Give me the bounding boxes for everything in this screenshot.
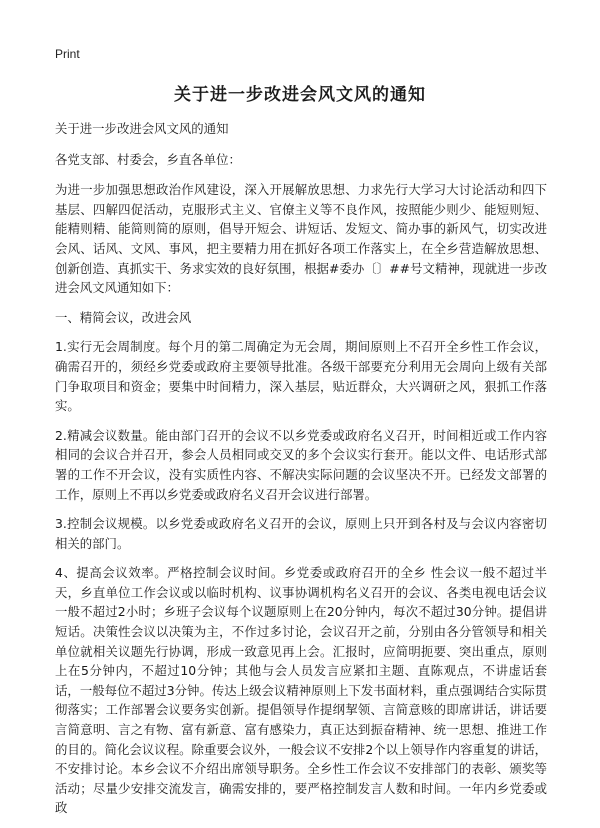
document-body — [55, 119, 547, 828]
paragraph-item-3: 3.控制会议规模。以乡党委或政府名义召开的会议，原则上只开到各村及与会议内容密切相关的部门。 — [55, 516, 547, 551]
paragraph-item-4: 4、提高会议效率。严格控制会议时间。乡党委或政府召开的全乡 性会议一般不超过半天，乡直单位工作会议或以临时机构、议事协调机构名义召开的会议、各类电视电话会议一般不超过2小时；乡班子会议每个议题原则上在20分钟内，每次不超过30分钟。提倡讲短话。决策性会议以决策为主，不作过多讨论，会议召开之前，分别由各分管领导和相关单位就相关议题先行协调，形成一致意见再上会。汇报时，应简明扼要、突出重点，原则上在5分钟内，不超过10分钟；其他与会人员发言应紧扣主题、直陈观点，不讲虚话套话，一般每位不超过3分钟。传达上级会议精神原则上下发书面材料，重点强调结合实际贯彻落实；工作部署会议要务实创新。提倡领导作提纲挈领、言简意赅的即席讲话，讲话要言简意明、言之有物、富有新意、富有感染力，真正达到振奋精神、统一思想、推进工作的目的。简化会议议程。除重要会议外，一般会议不安排2个以上领导作内容重复的讲话，不安排讨论。本乡会议不介绍出席领导职务。全乡性工作会议不安排部门的表彰、颁奖等活动；尽量少安排交流发言，确需安排的，要严格控制发言人数和时间。一年内乡党委或政 — [55, 565, 547, 816]
paragraph-intro: 为进一步加强思想政治作风建设，深入开展解放思想、力求先行大学习大讨论活动和四下基层、四解四促活动，克服形式主义、官僚主义等不良作风，按照能少则少、能短则短、能精则精、能简则简的原则，倡导开短会、讲短话、发短文、简办事的新风气，切实改进会风、话风、文风、事风，把主要精力用在抓好各项工作落实上，在全乡营造解放思想、创新创造、真抓实干、务求实效的良好氛围，根据#委办〔〕##号文精神，现就进一步改进会风文风通知如下： — [55, 182, 547, 296]
print-link[interactable]: Print — [55, 47, 80, 61]
document-title: 关于进一步改进会风文风的通知 — [174, 85, 426, 105]
section-heading: 一、精简会议，改进会风 — [55, 309, 192, 325]
paragraph-item-1: 1.实行无会周制度。每个月的第二周确定为无会周，期间原则上不召开全乡性工作会议，确需召开的，须经乡党委或政府主要领导批准。各级干部要充分利用无会周向上级有关部门争取项目和资金；要集中时间精力，深入基层，贴近群众，大兴调研之风，狠抓工作落实。 — [55, 339, 547, 414]
document-subtitle: 关于进一步改进会风文风的通知 — [55, 121, 229, 136]
document-salutation: 各党支部、村委会，乡直各单位： — [55, 151, 241, 167]
paragraph-item-2: 2.精减会议数量。能由部门召开的会议不以乡党委或政府名义召开，时间相近或工作内容相同的会议合并召开，参会人员相同或交叉的多个会议实行套开。能以文件、电话形式部署的工作不开会议，没有实质性内容、不解决实际问题的会议坚决不开。已经发文部署的工作，原则上不再以乡党委或政府名义召开会议进行部署。 — [55, 427, 547, 502]
